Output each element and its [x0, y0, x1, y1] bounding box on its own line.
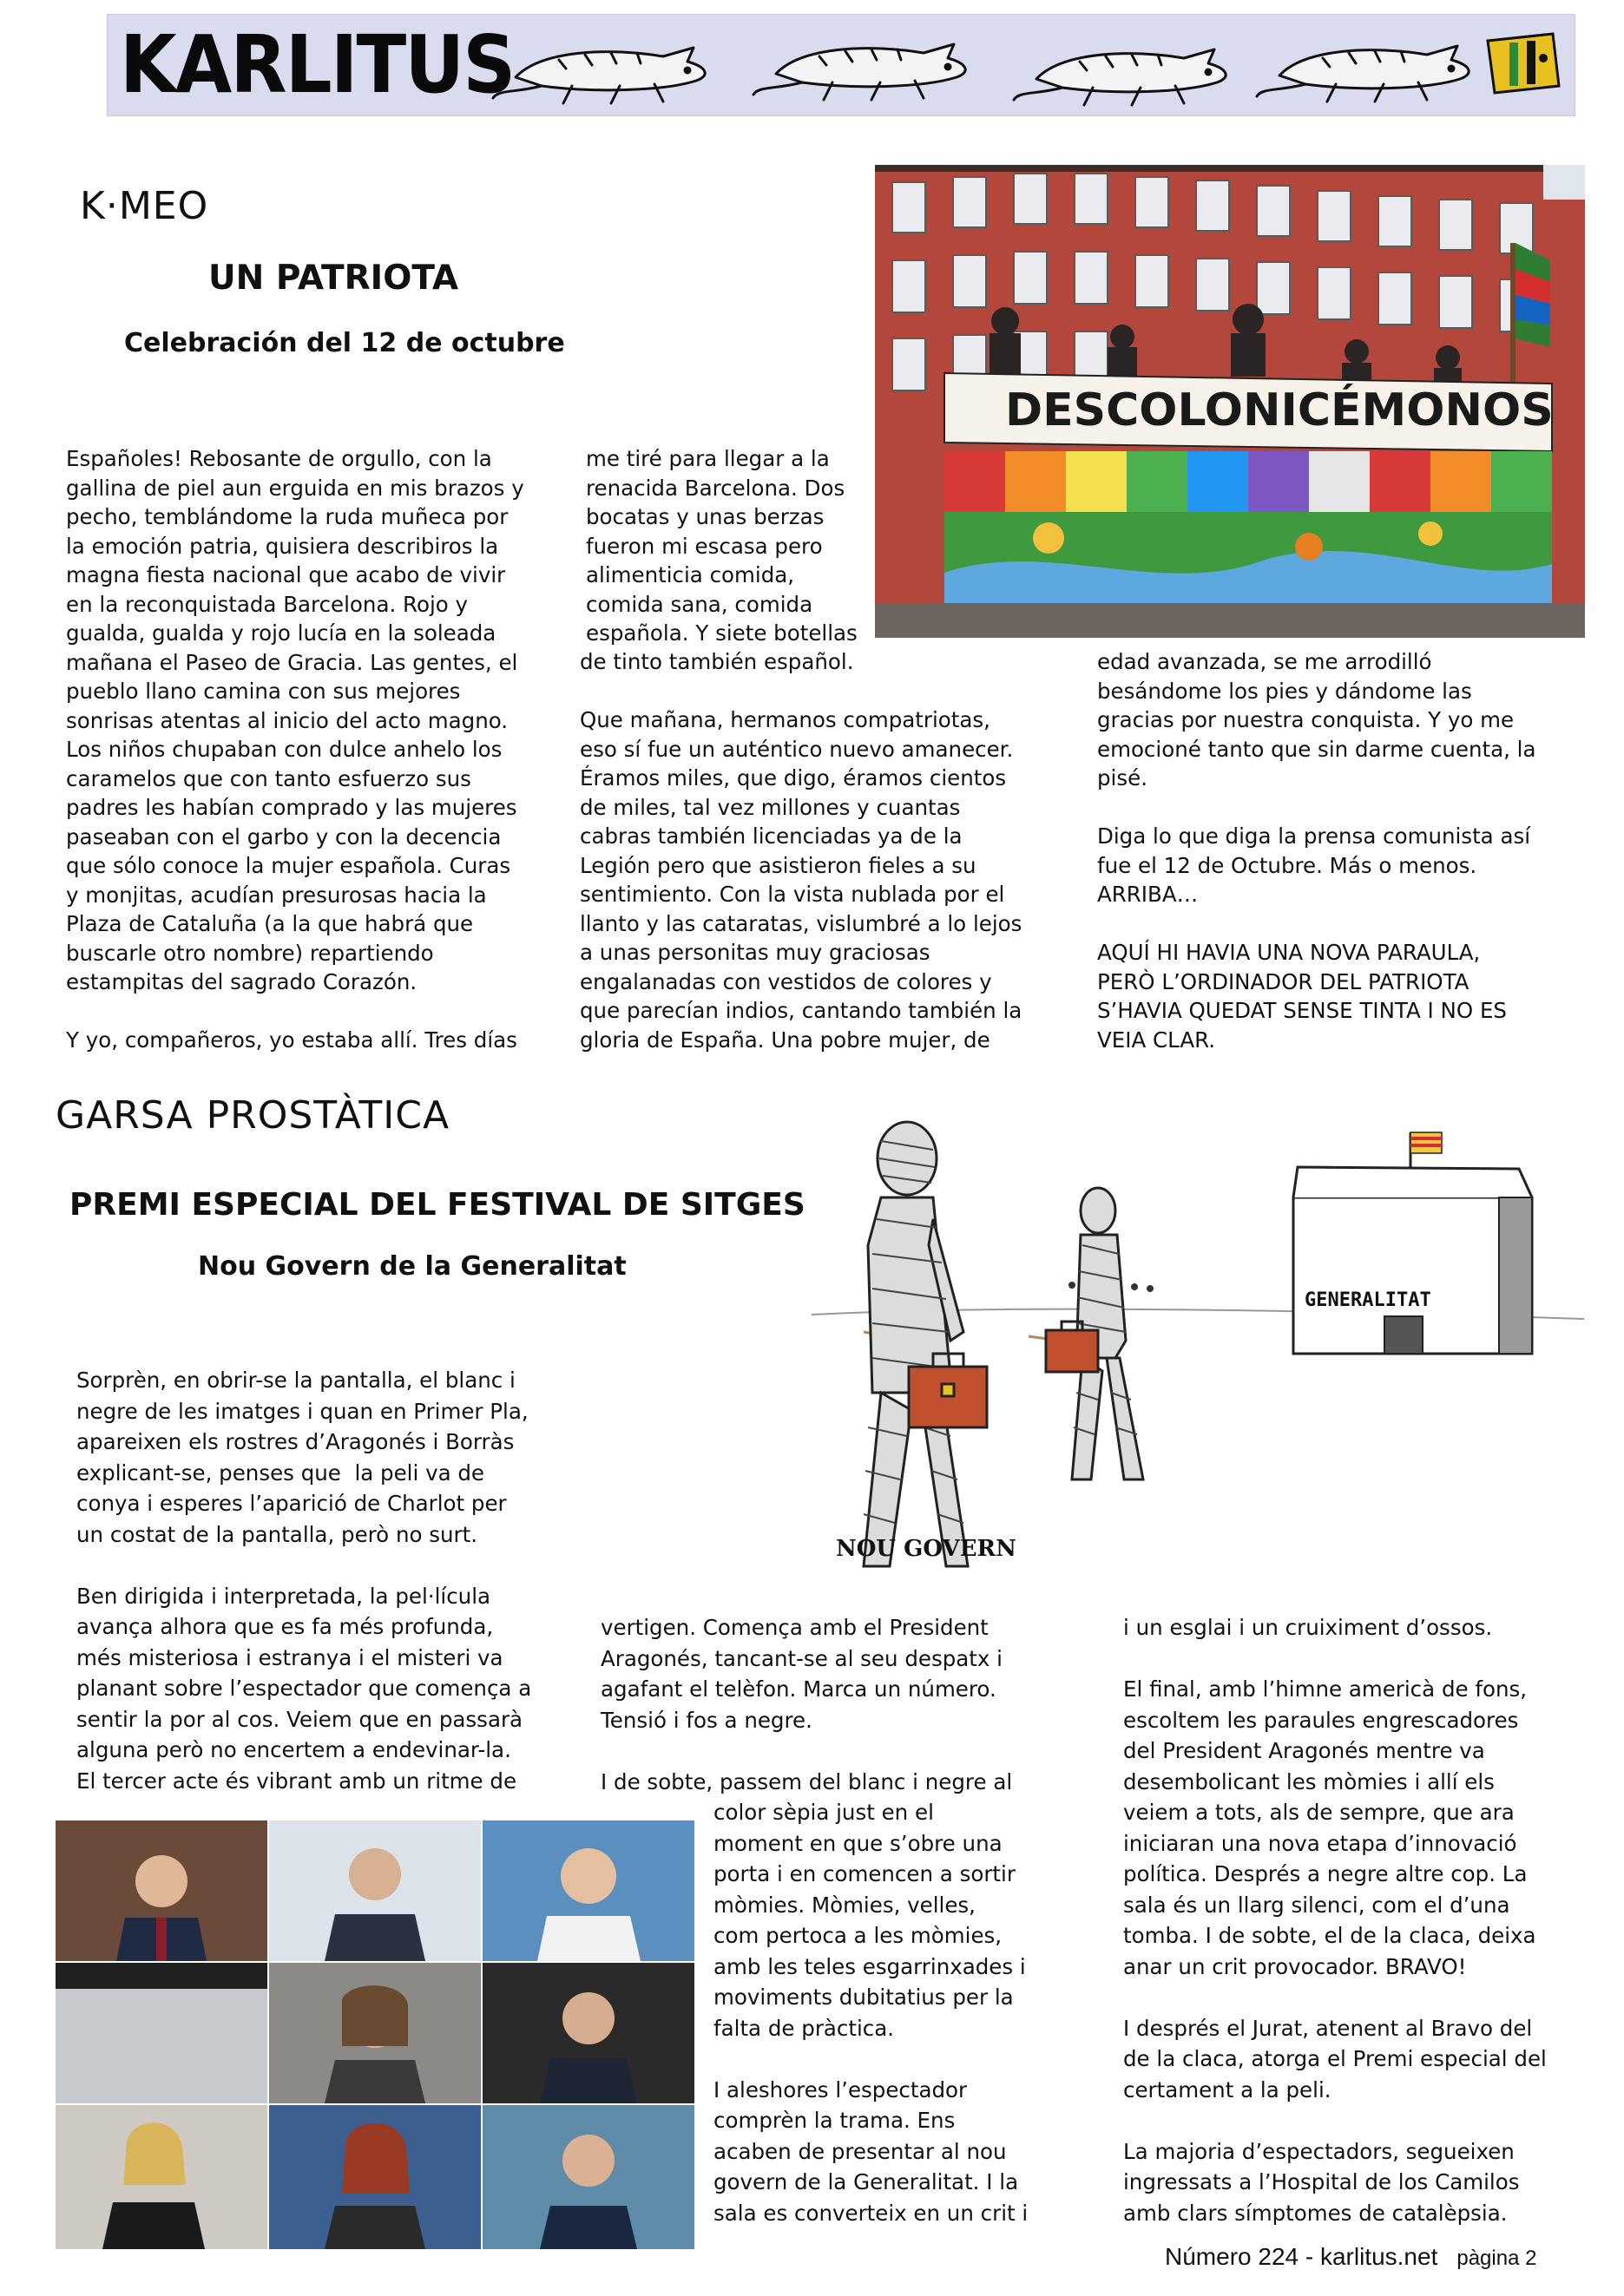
article2-column-2a: vertigen. Comença amb el President Aragonés, tancant-se al seu despatx i agafant el telèfon. Marca un número. Tensió i fos a negre. I de sobte, passem del blanc i negre al — [601, 1615, 1013, 1794]
masthead — [107, 14, 1575, 116]
article1-column-2b: de tinto también español. Que mañana, hermanos compatriotas, eso sí fue un auténtico nuevo amanecer. Éramos miles, que digo, éramos cientos de miles, tal vez millones y cuantas cabras también licenciadas ya de la Legión pero que asistieron fieles a su sentimiento. Con la vista nublada por el llanto y las cataratas, vislumbré a lo lejos a unas personitas muy graciosas engalanadas con vestidos de colores y que parecían indios, cantando también la gloria de España. Una pobre mujer, de — [580, 649, 1022, 1053]
footer-page-number: pàgina 2 — [1456, 2247, 1537, 2270]
article1-column-3: edad avanzada, se me arrodilló besándome los pies y dándome las gracias por nuestra conquista. Y yo me emocioné tanto que sin darme cuenta, la pisé. Diga lo que diga la prensa comunista así fue el 12 de Octubre. Más o menos. ARRIBA… AQUÍ HI HAVIA UNA NOVA PARAULA, PERÒ L’ORDINADOR DEL PATRIOTA S’HAVIA QUEDAT SENSE TINTA I NO ES VEIA CLAR. — [1097, 649, 1536, 1053]
protest-photo — [875, 165, 1585, 638]
cartoon-building-label: GENERALITAT — [1305, 1289, 1431, 1311]
article2-column-2b: color sèpia just en el moment en que s’obre una porta i en comencen a sortir mòmies. Mòmies, velles, com pertoca a les mòmies, amb les teles esgarrinxades i moviments dubitatius per la falta de pràctica. I aleshores l’espectador comprèn la trama. Ens acaben de presentar al nou govern de la Generalitat. I la sala es converteix en un crit i — [713, 1800, 1029, 2226]
banner-line-1: DESCOLONICÉMONOS — [1005, 384, 1554, 436]
masthead-title: KARLITUS — [120, 18, 515, 111]
footer — [1165, 2243, 1536, 2271]
article1-column-2a: me tiré para llegar a la renacida Barcelona. Dos bocatas y unas berzas fueron mi escasa pero alimenticia comida, comida sana, comida española. Y siete botellas — [586, 446, 858, 646]
cartoon-caption: NOU GOVERN — [836, 1536, 1016, 1562]
rats-illustration — [490, 23, 1566, 110]
article1-title: UN PATRIOTA — [208, 259, 459, 298]
mummies-cartoon — [812, 1115, 1584, 1601]
section-label-kmeo: K·MEO — [80, 184, 209, 228]
article2-column-1: Sorprèn, en obrir-se la pantalla, el blanc i negre de les imatges i quan en Primer Pla, apareixen els rostres d’Aragonés i Borràs explicant-se, penses que la peli va de conya i esperes l’aparició de Charlot per un costat de la pantalla, però no surt. Ben dirigida i interpretada, la pel·lícula avança alhora que es fa més profunda, més misteriosa i estranya i el misteri va planant sobre l’espectador que comença a sentir la por al cos. Veiem que en passarà alguna però no encertem a endevinar-la. El tercer acte és vibrant amb un ritme de — [76, 1368, 532, 1794]
article2-title: PREMI ESPECIAL DEL FESTIVAL DE SITGES — [69, 1187, 805, 1223]
section-label-garsa-prostatica: GARSA PROSTÀTICA — [56, 1093, 450, 1138]
article2-column-3: i un esglai i un cruiximent d’ossos. El final, amb l’himne americà de fons, escoltem les paraules engrescadores del President Aragonés mentre va desembolicant les mòmies i allí els veiem a tots, als de sempre, que ara iniciaran una nova etapa d’innovació política. Després a negre altre cop. La sala és un llarg silenci, com el d’una tomba. I de sobte, el de la claca, deixa anar un crit provocador. BRAVO! I després el Jurat, atenent al Bravo del de la claca, atorga el Premi especial del certament a la peli. La majoria d’espectadors, segueixen ingressats a l’Hospital de los Camilos amb clars símptomes de catalèpsia. — [1123, 1615, 1547, 2226]
politicians-photo-grid — [56, 1820, 694, 2249]
article1-subtitle: Celebración del 12 de octubre — [124, 328, 565, 358]
footer-issue: Número 224 - karlitus.net — [1165, 2243, 1438, 2270]
article2-subtitle: Nou Govern de la Generalitat — [198, 1251, 627, 1282]
cheese-icon — [1488, 34, 1559, 93]
article1-column-1: Españoles! Rebosante de orgullo, con la gallina de piel aun erguida en mis brazos y pecho, temblándome la ruda muñeca por la emoción patria, quisiera describiros la magna fiesta nacional que acabo de vivir en la reconquistada Barcelona. Rojo y gualda, gualda y rojo lucía en la soleada mañana el Paseo de Gracia. Las gentes, el pueblo llano camina con sus mejores sonrisas atentas al inicio del acto magno. Los niños chupaban con dulce anhelo los caramelos que con tanto esfuerzo sus padres les habían comprado y las mujeres paseaban con el garbo y con la decencia que sólo conoce la mujer española. Curas y monjitas, acudían presurosas hacia la Plaza de Cataluña (a la que habrá que buscarle otro nombre) repartiendo estampitas del sagrado Corazón. Y yo, compañeros, yo estaba allí. Tres días — [66, 446, 524, 1053]
